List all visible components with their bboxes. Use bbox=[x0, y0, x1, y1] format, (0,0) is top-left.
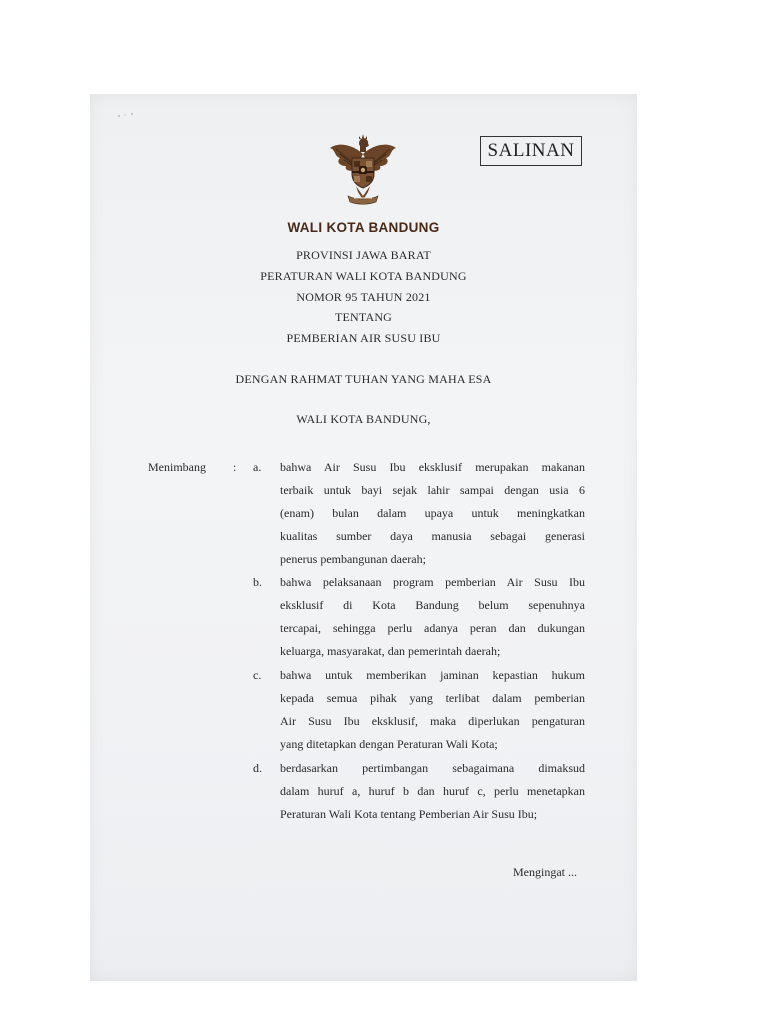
item-c-line-2: kepada semua pihak yang terlibat dalam pemberian bbox=[280, 691, 585, 705]
document-page bbox=[90, 94, 637, 981]
number-line: NOMOR 95 TAHUN 2021 bbox=[296, 290, 431, 304]
item-b-line-2: eksklusif di Kota Bandung belum sepenuhnya bbox=[280, 598, 585, 612]
item-letter-b: b. bbox=[253, 575, 262, 589]
considering-label: Menimbang bbox=[148, 460, 206, 474]
item-a-line-5: penerus pembangunan daerah; bbox=[280, 552, 426, 566]
item-c-line-1: bahwa untuk memberikan jaminan kepastian hukum bbox=[280, 668, 585, 682]
item-d-line-1: berdasarkan pertimbangan sebagaimana dimaksud bbox=[280, 761, 585, 775]
regulation-line: PERATURAN WALI KOTA BANDUNG bbox=[260, 269, 467, 283]
item-b-line-4: keluarga, masyarakat, dan pemerintah daerah; bbox=[280, 644, 501, 658]
about-line: TENTANG bbox=[334, 310, 393, 324]
continuation-catchword: Mengingat ... bbox=[513, 865, 577, 879]
item-b-line-1: bahwa pelaksanaan program pemberian Air Susu Ibu bbox=[280, 575, 585, 589]
item-letter-c: c. bbox=[253, 668, 262, 682]
garuda-emblem-icon bbox=[328, 134, 398, 206]
item-a-line-4: kualitas sumber daya manusia sebagai generasi bbox=[280, 529, 585, 543]
scan-speck-mark bbox=[116, 112, 138, 118]
province-line: PROVINSI JAWA BARAT bbox=[296, 248, 431, 262]
item-a-line-3: (enam) bulan dalam upaya untuk meningkatkan bbox=[280, 506, 585, 520]
item-a-line-1: bahwa Air Susu Ibu eksklusif merupakan makanan bbox=[280, 460, 585, 474]
considering-colon: : bbox=[233, 460, 237, 474]
item-c-line-3: Air Susu Ibu eksklusif, maka diperlukan pengaturan bbox=[280, 714, 585, 728]
item-letter-d: d. bbox=[253, 761, 262, 775]
item-a-line-2: terbaik untuk bayi sejak lahir sampai dengan usia 6 bbox=[280, 483, 585, 497]
item-d-line-2: dalam huruf a, huruf b dan huruf c, perlu menetapkan bbox=[280, 784, 585, 798]
salinan-stamp: SALINAN bbox=[480, 136, 582, 166]
item-c-line-4: yang ditetapkan dengan Peraturan Wali Kota; bbox=[280, 737, 498, 751]
authority-title: WALI KOTA BANDUNG bbox=[287, 220, 440, 235]
item-b-line-3: tercapai, sehingga perlu adanya peran dan dukungan bbox=[280, 621, 585, 635]
item-d-line-3: Peraturan Wali Kota tentang Pemberian Air Susu Ibu; bbox=[280, 807, 538, 821]
item-letter-a: a. bbox=[253, 460, 262, 474]
grace-line: DENGAN RAHMAT TUHAN YANG MAHA ESA bbox=[235, 372, 492, 386]
official-line: WALI KOTA BANDUNG, bbox=[296, 412, 431, 426]
subject-line: PEMBERIAN AIR SUSU IBU bbox=[286, 331, 441, 345]
